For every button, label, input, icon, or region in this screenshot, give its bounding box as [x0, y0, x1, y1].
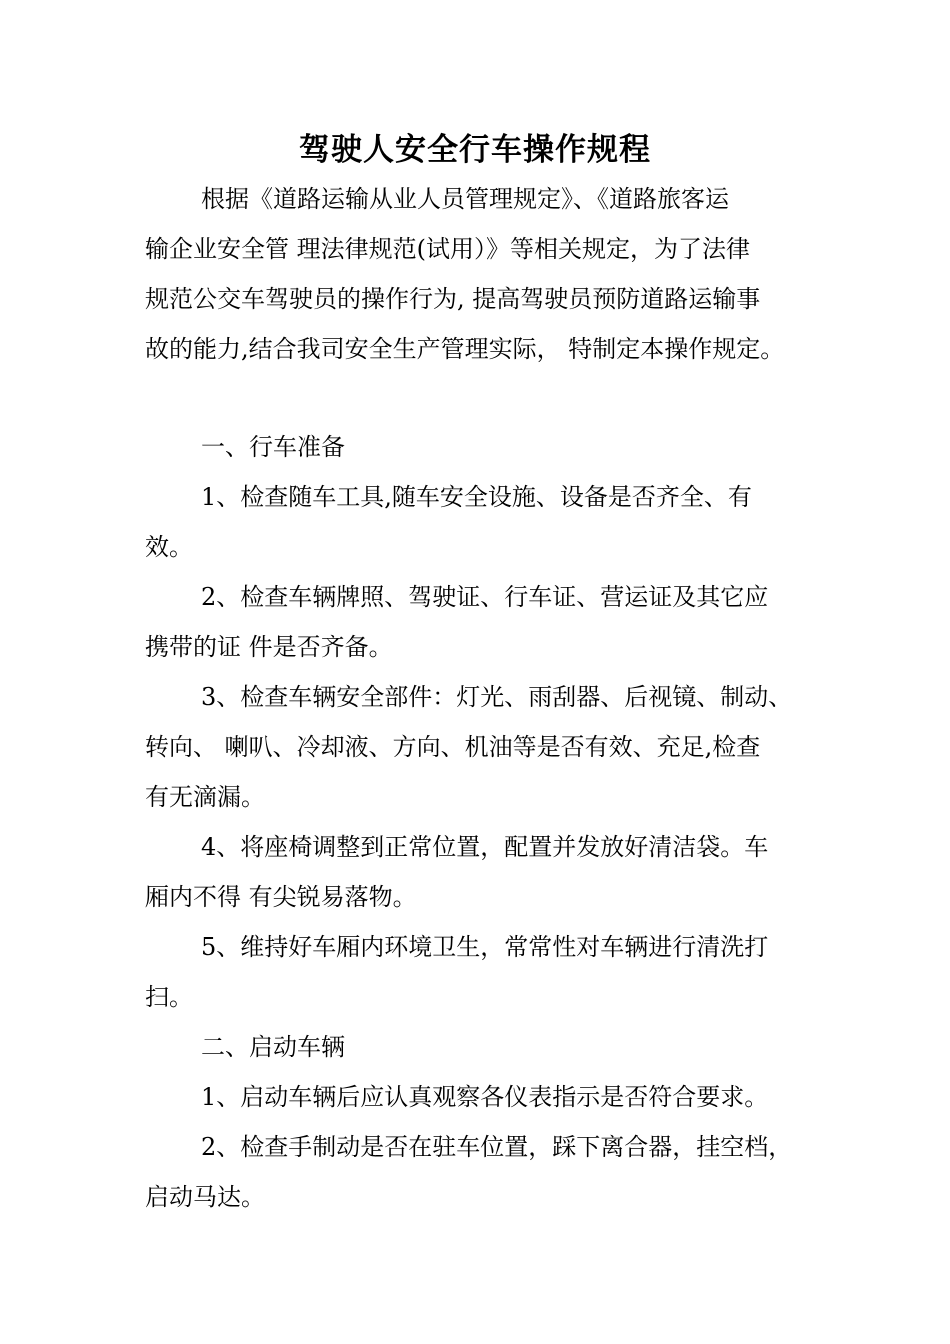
section-heading: [145, 422, 817, 472]
section-2-heading: 二、启动车辆: [201, 1033, 345, 1061]
list-item-line: 1、检查随车工具,随车安全设施、设备是否齐全、有: [201, 483, 752, 511]
list-item-line: 3、检查车辆安全部件：灯光、雨刮器、后视镜、制动、: [201, 683, 793, 711]
paragraph-gap: [145, 374, 817, 422]
document-title: 驾驶人安全行车操作规程: [299, 132, 651, 168]
list-item: [145, 922, 817, 1022]
list-item-line: 扫。: [145, 983, 193, 1011]
list-item-line: 1、启动车辆后应认真观察各仪表指示是否符合要求。: [201, 1083, 769, 1111]
list-item-line: 效。: [145, 533, 193, 561]
intro-line: 故的能力,结合我司安全生产管理实际， 特制定本操作规定。: [145, 335, 785, 363]
list-item: [145, 472, 817, 572]
section-1-heading: 一、行车准备: [201, 433, 345, 461]
list-item: [145, 1072, 817, 1122]
list-item-line: 厢内不得 有尖锐易落物。: [145, 883, 417, 911]
list-item: [145, 822, 817, 922]
list-item-line: 有无滴漏。: [145, 783, 265, 811]
intro-line: 根据《道路运输从业人员管理规定》、《道路旅客运: [201, 185, 729, 213]
list-item-line: 5、维持好车厢内环境卫生，常常性对车辆进行清洗打: [201, 933, 769, 961]
intro-line: 输企业安全管 理法律规范(试用）》等相关规定，为了法律: [145, 235, 750, 263]
list-item-line: 启动马达。: [145, 1183, 265, 1211]
list-item-line: 2、检查车辆牌照、驾驶证、行车证、营运证及其它应: [201, 583, 769, 611]
intro-paragraph: [145, 174, 817, 374]
section-heading: [145, 1022, 817, 1072]
list-item: [145, 1122, 817, 1222]
list-item-line: 携带的证 件是否齐备。: [145, 633, 393, 661]
list-item-line: 2、检查手制动是否在驻车位置，踩下离合器，挂空档，: [201, 1133, 793, 1161]
list-item-line: 4、将座椅调整到正常位置，配置并发放好清洁袋。车: [201, 833, 769, 861]
list-item-line: 转向、 喇叭、冷却液、方向、机油等是否有效、充足,检查: [145, 733, 761, 761]
document-body: [145, 174, 817, 1222]
intro-line: 规范公交车驾驶员的操作行为, 提高驾驶员预防道路运输事: [145, 285, 761, 313]
list-item: [145, 672, 817, 822]
list-item: [145, 572, 817, 672]
